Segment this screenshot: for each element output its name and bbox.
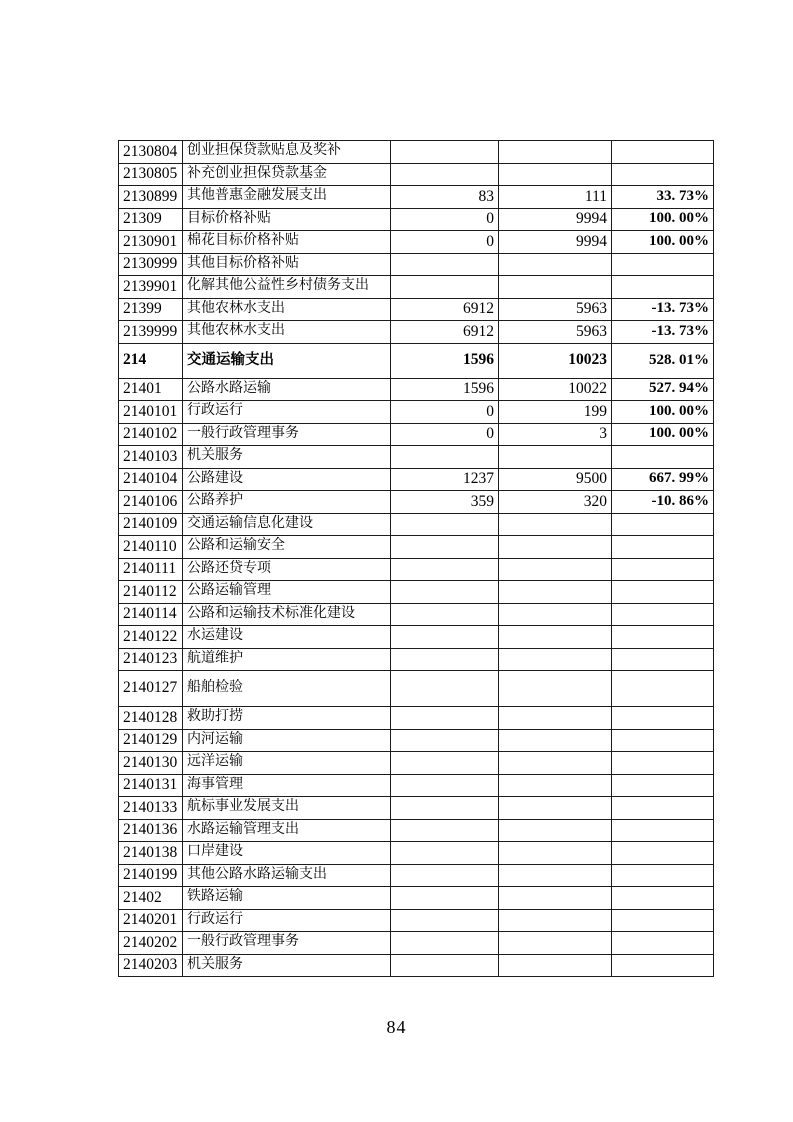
subject-name-cell: 其他普惠金融发展支出 [183, 186, 391, 209]
subject-code-cell: 214 [119, 343, 183, 378]
change-percent-cell [612, 842, 714, 865]
budget-value-cell: 1237 [391, 468, 499, 491]
subject-code-cell: 2130804 [119, 141, 183, 164]
budget-value-cell [391, 909, 499, 932]
table-row [119, 468, 714, 491]
budget-value-cell [391, 797, 499, 820]
subject-name-cell: 机关服务 [183, 446, 391, 469]
budget-value-cell [391, 626, 499, 649]
change-percent-cell [612, 729, 714, 752]
page-number: 84 [386, 1017, 407, 1037]
change-percent-cell [612, 141, 714, 164]
adjusted-value-cell [499, 707, 612, 730]
subject-code-cell: 2140114 [119, 603, 183, 626]
table-row [119, 208, 714, 231]
subject-name-cell: 棉花目标价格补贴 [183, 231, 391, 254]
subject-name-cell: 铁路运输 [183, 887, 391, 910]
adjusted-value-cell: 3 [499, 423, 612, 446]
subject-code-cell: 21309 [119, 208, 183, 231]
change-percent-cell [612, 887, 714, 910]
subject-code-cell: 2130899 [119, 186, 183, 209]
subject-code-cell: 2140199 [119, 864, 183, 887]
adjusted-value-cell: 9994 [499, 208, 612, 231]
budget-value-cell [391, 887, 499, 910]
table-row [119, 887, 714, 910]
change-percent-cell [612, 603, 714, 626]
adjusted-value-cell [499, 253, 612, 276]
adjusted-value-cell [499, 648, 612, 671]
adjusted-value-cell [499, 626, 612, 649]
budget-value-cell [391, 581, 499, 604]
subject-name-cell: 其他农林水支出 [183, 321, 391, 344]
budget-value-cell [391, 864, 499, 887]
subject-name-cell: 救助打捞 [183, 707, 391, 730]
subject-code-cell: 21399 [119, 298, 183, 321]
change-percent-cell [612, 648, 714, 671]
adjusted-value-cell [499, 163, 612, 186]
budget-table [118, 140, 714, 977]
change-percent-cell: -13. 73% [612, 321, 714, 344]
subject-code-cell: 2140138 [119, 842, 183, 865]
adjusted-value-cell: 9994 [499, 231, 612, 254]
table-row [119, 603, 714, 626]
subject-name-cell: 航标事业发展支出 [183, 797, 391, 820]
subject-code-cell: 2140123 [119, 648, 183, 671]
change-percent-cell: -13. 73% [612, 298, 714, 321]
subject-name-cell: 补充创业担保贷款基金 [183, 163, 391, 186]
table-row [119, 729, 714, 752]
adjusted-value-cell [499, 603, 612, 626]
adjusted-value-cell [499, 276, 612, 299]
adjusted-value-cell [499, 909, 612, 932]
subject-code-cell: 2140130 [119, 752, 183, 775]
adjusted-value-cell: 9500 [499, 468, 612, 491]
subject-name-cell: 内河运输 [183, 729, 391, 752]
table-row [119, 626, 714, 649]
subject-name-cell: 创业担保贷款贴息及奖补 [183, 141, 391, 164]
adjusted-value-cell [499, 446, 612, 469]
change-percent-cell: 100. 00% [612, 401, 714, 424]
change-percent-cell [612, 797, 714, 820]
subject-code-cell: 2130901 [119, 231, 183, 254]
budget-value-cell: 1596 [391, 343, 499, 378]
table-row [119, 253, 714, 276]
change-percent-cell [612, 446, 714, 469]
subject-name-cell: 口岸建设 [183, 842, 391, 865]
change-percent-cell: 100. 00% [612, 423, 714, 446]
budget-value-cell [391, 648, 499, 671]
table-row [119, 671, 714, 707]
subject-name-cell: 交通运输信息化建设 [183, 513, 391, 536]
table-row [119, 186, 714, 209]
budget-value-cell [391, 707, 499, 730]
adjusted-value-cell [499, 887, 612, 910]
subject-code-cell: 2140133 [119, 797, 183, 820]
subject-name-cell: 一般行政管理事务 [183, 932, 391, 955]
budget-value-cell [391, 729, 499, 752]
budget-value-cell: 0 [391, 423, 499, 446]
change-percent-cell [612, 626, 714, 649]
table-row [119, 752, 714, 775]
adjusted-value-cell [499, 752, 612, 775]
change-percent-cell [612, 276, 714, 299]
change-percent-cell [612, 707, 714, 730]
subject-code-cell: 2140136 [119, 819, 183, 842]
adjusted-value-cell [499, 141, 612, 164]
subject-code-cell: 2130805 [119, 163, 183, 186]
adjusted-value-cell [499, 932, 612, 955]
budget-value-cell: 6912 [391, 298, 499, 321]
table-row [119, 423, 714, 446]
subject-name-cell: 水运建设 [183, 626, 391, 649]
subject-name-cell: 交通运输支出 [183, 343, 391, 378]
table-row [119, 558, 714, 581]
change-percent-cell: 527. 94% [612, 378, 714, 401]
change-percent-cell: 528. 01% [612, 343, 714, 378]
adjusted-value-cell: 10022 [499, 378, 612, 401]
table-row [119, 163, 714, 186]
change-percent-cell [612, 819, 714, 842]
budget-value-cell: 0 [391, 401, 499, 424]
subject-code-cell: 2130999 [119, 253, 183, 276]
change-percent-cell: 667. 99% [612, 468, 714, 491]
change-percent-cell: -10. 86% [612, 491, 714, 514]
subject-code-cell: 2140129 [119, 729, 183, 752]
subject-name-cell: 公路建设 [183, 468, 391, 491]
subject-code-cell: 2140122 [119, 626, 183, 649]
subject-name-cell: 其他目标价格补贴 [183, 253, 391, 276]
adjusted-value-cell: 5963 [499, 321, 612, 344]
table-row [119, 401, 714, 424]
adjusted-value-cell: 5963 [499, 298, 612, 321]
subject-code-cell: 2140101 [119, 401, 183, 424]
adjusted-value-cell [499, 729, 612, 752]
budget-value-cell: 6912 [391, 321, 499, 344]
table-row [119, 842, 714, 865]
adjusted-value-cell [499, 842, 612, 865]
subject-code-cell: 2140203 [119, 954, 183, 977]
change-percent-cell [612, 909, 714, 932]
change-percent-cell [612, 558, 714, 581]
subject-name-cell: 目标价格补贴 [183, 208, 391, 231]
subject-name-cell: 公路水路运输 [183, 378, 391, 401]
table-row [119, 378, 714, 401]
table-row [119, 343, 714, 378]
budget-value-cell [391, 671, 499, 707]
budget-value-cell [391, 163, 499, 186]
subject-code-cell: 2140202 [119, 932, 183, 955]
subject-name-cell: 行政运行 [183, 909, 391, 932]
budget-value-cell [391, 536, 499, 559]
change-percent-cell [612, 774, 714, 797]
adjusted-value-cell [499, 797, 612, 820]
budget-value-cell: 0 [391, 231, 499, 254]
subject-code-cell: 21401 [119, 378, 183, 401]
subject-name-cell: 海事管理 [183, 774, 391, 797]
subject-name-cell: 公路和运输技术标准化建设 [183, 603, 391, 626]
table-row [119, 864, 714, 887]
subject-name-cell: 远洋运输 [183, 752, 391, 775]
change-percent-cell [612, 513, 714, 536]
change-percent-cell: 100. 00% [612, 231, 714, 254]
subject-code-cell: 2140106 [119, 491, 183, 514]
budget-value-cell [391, 774, 499, 797]
adjusted-value-cell [499, 581, 612, 604]
change-percent-cell: 33. 73% [612, 186, 714, 209]
subject-code-cell: 2140127 [119, 671, 183, 707]
change-percent-cell [612, 752, 714, 775]
subject-name-cell: 船舶检验 [183, 671, 391, 707]
table-row [119, 536, 714, 559]
table-row [119, 819, 714, 842]
subject-name-cell: 一般行政管理事务 [183, 423, 391, 446]
budget-value-cell [391, 276, 499, 299]
adjusted-value-cell [499, 864, 612, 887]
change-percent-cell [612, 671, 714, 707]
budget-value-cell [391, 446, 499, 469]
adjusted-value-cell [499, 558, 612, 581]
subject-code-cell: 2140110 [119, 536, 183, 559]
budget-value-cell [391, 558, 499, 581]
change-percent-cell: 100. 00% [612, 208, 714, 231]
change-percent-cell [612, 163, 714, 186]
budget-value-cell [391, 513, 499, 536]
adjusted-value-cell [499, 536, 612, 559]
table-row [119, 909, 714, 932]
adjusted-value-cell [499, 819, 612, 842]
subject-name-cell: 公路运输管理 [183, 581, 391, 604]
subject-code-cell: 2140131 [119, 774, 183, 797]
table-row [119, 276, 714, 299]
table-row [119, 707, 714, 730]
budget-value-cell [391, 819, 499, 842]
budget-value-cell [391, 954, 499, 977]
table-row [119, 774, 714, 797]
table-row [119, 321, 714, 344]
subject-name-cell: 公路养护 [183, 491, 391, 514]
budget-value-cell [391, 603, 499, 626]
subject-name-cell: 化解其他公益性乡村债务支出 [183, 276, 391, 299]
subject-code-cell: 2140111 [119, 558, 183, 581]
subject-code-cell: 2140103 [119, 446, 183, 469]
budget-value-cell [391, 752, 499, 775]
adjusted-value-cell: 10023 [499, 343, 612, 378]
budget-value-cell [391, 253, 499, 276]
subject-code-cell: 21402 [119, 887, 183, 910]
budget-value-cell: 359 [391, 491, 499, 514]
table-row [119, 954, 714, 977]
subject-code-cell: 2139999 [119, 321, 183, 344]
change-percent-cell [612, 864, 714, 887]
adjusted-value-cell [499, 774, 612, 797]
subject-code-cell: 2140128 [119, 707, 183, 730]
change-percent-cell [612, 253, 714, 276]
table-row [119, 648, 714, 671]
subject-code-cell: 2140102 [119, 423, 183, 446]
table-row [119, 231, 714, 254]
change-percent-cell [612, 581, 714, 604]
change-percent-cell [612, 932, 714, 955]
adjusted-value-cell [499, 671, 612, 707]
table-row [119, 513, 714, 536]
subject-name-cell: 机关服务 [183, 954, 391, 977]
table-row [119, 797, 714, 820]
budget-value-cell: 83 [391, 186, 499, 209]
adjusted-value-cell: 199 [499, 401, 612, 424]
table-row [119, 581, 714, 604]
table-row [119, 298, 714, 321]
subject-code-cell: 2140201 [119, 909, 183, 932]
adjusted-value-cell: 320 [499, 491, 612, 514]
table-row [119, 932, 714, 955]
table-row [119, 141, 714, 164]
subject-name-cell: 公路还贷专项 [183, 558, 391, 581]
table-row [119, 491, 714, 514]
table-row [119, 446, 714, 469]
subject-code-cell: 2140104 [119, 468, 183, 491]
adjusted-value-cell [499, 513, 612, 536]
subject-name-cell: 其他农林水支出 [183, 298, 391, 321]
subject-code-cell: 2140112 [119, 581, 183, 604]
budget-value-cell: 0 [391, 208, 499, 231]
subject-name-cell: 行政运行 [183, 401, 391, 424]
budget-value-cell [391, 141, 499, 164]
budget-value-cell [391, 842, 499, 865]
change-percent-cell [612, 954, 714, 977]
adjusted-value-cell: 111 [499, 186, 612, 209]
subject-name-cell: 公路和运输安全 [183, 536, 391, 559]
budget-value-cell: 1596 [391, 378, 499, 401]
subject-name-cell: 航道维护 [183, 648, 391, 671]
subject-code-cell: 2139901 [119, 276, 183, 299]
subject-code-cell: 2140109 [119, 513, 183, 536]
subject-name-cell: 其他公路水路运输支出 [183, 864, 391, 887]
adjusted-value-cell [499, 954, 612, 977]
budget-table-body [119, 141, 714, 977]
subject-name-cell: 水路运输管理支出 [183, 819, 391, 842]
change-percent-cell [612, 536, 714, 559]
budget-value-cell [391, 932, 499, 955]
